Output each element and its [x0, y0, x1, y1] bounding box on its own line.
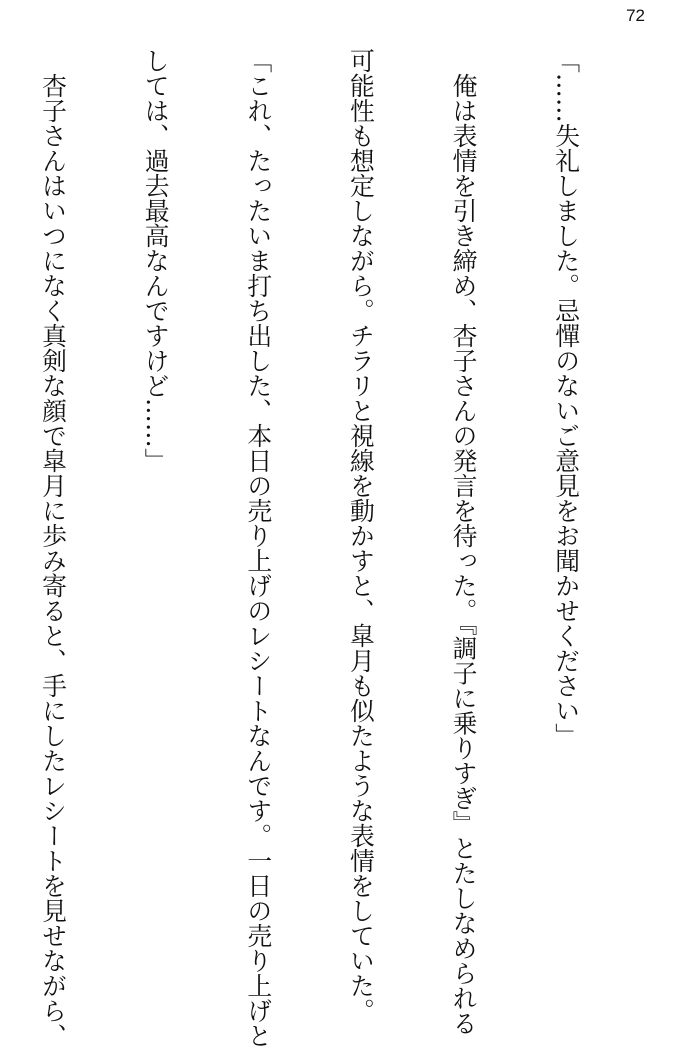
text-line-2: 俺は表情を引き締め、杏子さんの発言を待った。『調子に乗りすぎ』とたしなめられる — [448, 48, 478, 1036]
text-line-4: 「これ、たったいま打ち出した、本日の売り上げのレシートなんです。一日の売り上げと — [243, 48, 273, 1048]
text-line-3: 可能性も想定しながら。チラリと視線を動かすと、皐月も似たような表情をしていた。 — [346, 48, 376, 1023]
text-line-6: 杏子さんはいつになく真剣な顔で皐月に歩み寄ると、手にしたレシートを見せながら、 — [38, 48, 68, 1048]
novel-text-block — [0, 48, 651, 1048]
page-number: 72 — [626, 6, 645, 25]
text-line-5: しては、過去最高なんですけど……」 — [141, 48, 171, 473]
text-line-1: 「……失礼しました。忌憚のないご意見をお聞かせください」 — [551, 48, 581, 748]
